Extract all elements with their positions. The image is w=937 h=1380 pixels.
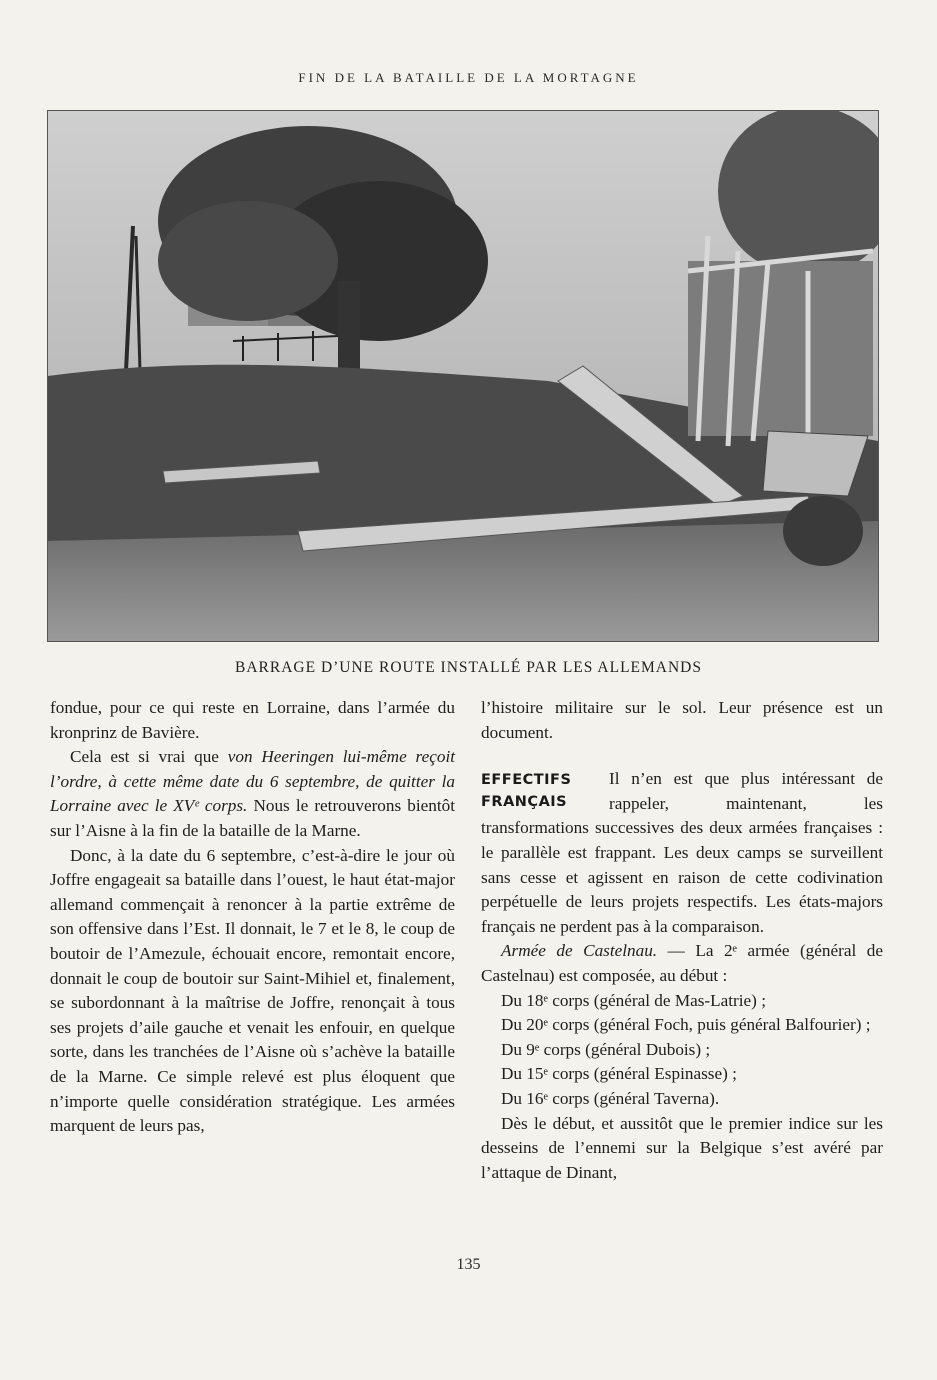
left-paragraph-2: [50, 745, 455, 843]
running-head: FIN DE LA BATAILLE DE LA MORTAGNE: [298, 70, 639, 85]
corps-list-item: Du 15ᵉ corps (général Espinasse) ;: [501, 1064, 737, 1084]
left-column: [50, 696, 455, 1139]
right-paragraph-3: [481, 939, 883, 988]
side-heading-line-1: EFFECTIFS: [481, 772, 572, 789]
corps-list-item: Du 9ᵉ corps (général Dubois) ;: [501, 1039, 711, 1059]
photo-road-barricade: [47, 110, 879, 642]
army-heading: Armée de Castelnau.: [501, 941, 658, 961]
right-paragraph-2: Il n’en est que plus intéressant de rappeler, maintenant, les transformations successives des deux armées françaises : le parallèle est frappant. Les deux camps se surveillent sans cesse et agissent en raison de cette codivination perpétuelle de leurs projets respectifs. Les états-majors français ne perdent pas à la comparaison.: [481, 769, 883, 936]
left-paragraph-3: Donc, à la date du 6 septembre, c’est-à-dire le jour où Joffre engageait sa bataille dans l’ouest, le haut état-major allemand commençait à renoncer à la partie extrême de son offensive dans l’Est. Il donnait, le 7 et le 8, le coup de boutoir de l’Amezule, échouait encore, remontait encore, donnait le coup de boutoir sur Saint-Mihiel et, finalement, se subordonnant à la maîtrise de Joffre, renonçait à tous ses projets d’aile gauche et venait les enfouir, en quelque sorte, dans les tranchées de l’Aisne où s’achève la bataille de la Marne. Ce simple relevé est plus éloquent que n’importe quelle considération stratégique. Les armées marquent de leurs pas,: [50, 845, 455, 1136]
corps-list-item: Du 18ᵉ corps (général de Mas-Latrie) ;: [501, 990, 766, 1010]
left-paragraph-2-tail: Nous le retrouverons bientôt sur l’Aisne à la fin de la bataille de la Marne.: [50, 796, 455, 840]
left-paragraph-2-lead: Cela est si vrai que: [70, 747, 228, 767]
corps-list-item: Du 16ᵉ corps (général Taverna).: [501, 1088, 720, 1108]
side-heading: [481, 769, 601, 813]
left-paragraph-1: fondue, pour ce qui reste en Lorraine, dans l’armée du kronprinz de Bavière.: [50, 698, 455, 742]
right-paragraph-4: Dès le début, et aussitôt que le premier indice sur les desseins de l’ennemi sur la Belgique s’est avéré par l’attaque de Dinant,: [481, 1113, 883, 1182]
section-effectifs: [481, 767, 883, 939]
side-heading-line-2: FRANÇAIS: [481, 794, 568, 811]
right-paragraph-1: l’histoire militaire sur le sol. Leur présence est un document.: [481, 698, 883, 742]
right-column: [481, 696, 883, 1185]
photo-illustration: [48, 111, 878, 641]
army-heading-rest: — La 2ᵉ armée (général de Castelnau) est composée, au début :: [481, 941, 883, 985]
photo-caption: BARRAGE D’UNE ROUTE INSTALLÉ PAR LES ALLEMANDS: [235, 659, 702, 676]
page-number: 135: [456, 1256, 481, 1273]
corps-list-item: Du 20ᵉ corps (général Foch, puis général Balfourier) ;: [501, 1015, 871, 1035]
left-paragraph-2-italic: von Heeringen lui-même reçoit l’ordre, à cette même date du 6 septembre, de quitter la Lorraine avec le XVᵉ corps.: [50, 747, 456, 816]
